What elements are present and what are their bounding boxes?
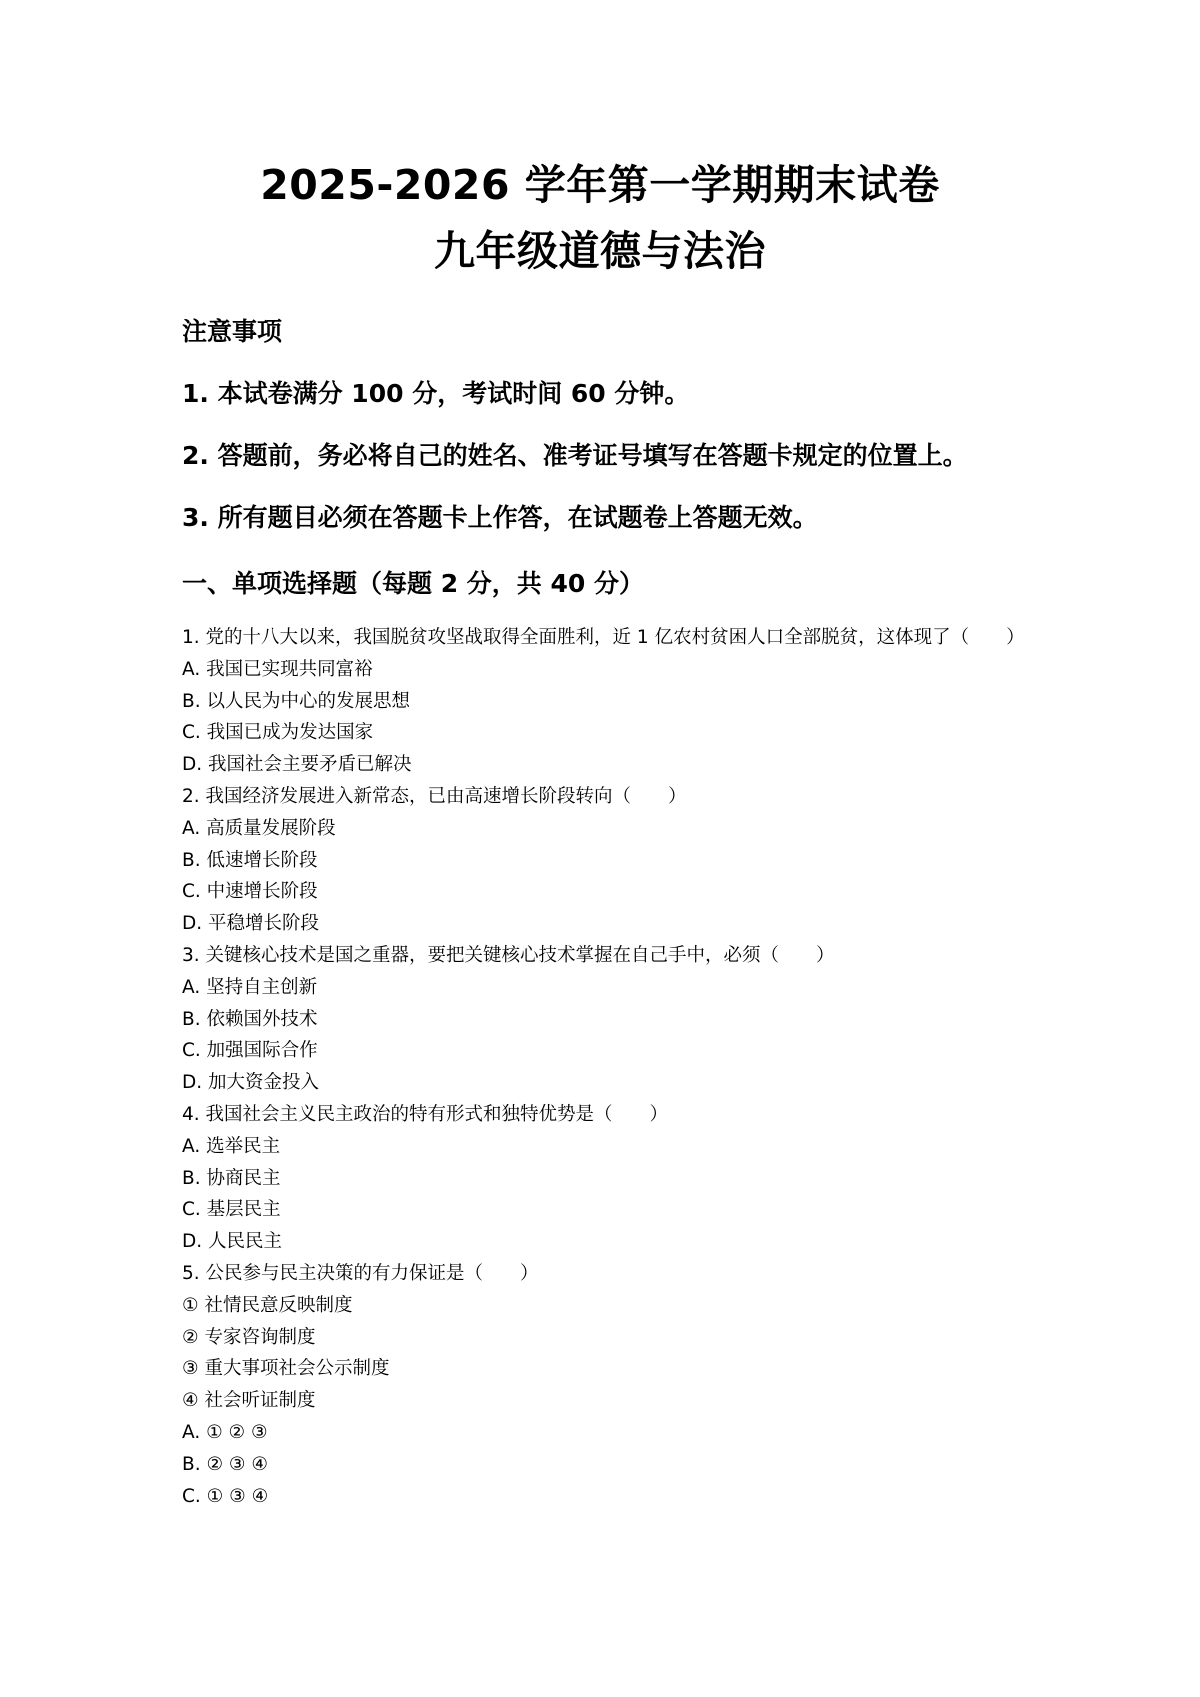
- question-1: [182, 622, 1042, 781]
- notes-section: [182, 316, 1082, 564]
- question-option: B. 协商民主: [182, 1167, 281, 1189]
- question-option: B. 依赖国外技术: [182, 1008, 318, 1030]
- notes-heading: 注意事项: [182, 317, 283, 346]
- question-3: [182, 940, 1042, 1099]
- question-list: [182, 622, 1042, 1512]
- question-stem: 4. 我国社会主义民主政治的特有形式和独特优势是（ ）: [182, 1103, 669, 1125]
- question-2: [182, 781, 1042, 940]
- question-option: A. 坚持自主创新: [182, 976, 318, 998]
- question-option: C. ① ③ ④: [182, 1485, 269, 1507]
- question-option: D. 人民民主: [182, 1231, 283, 1253]
- exam-title-line-2: 九年级道德与法治: [434, 227, 766, 275]
- question-option: ④ 社会听证制度: [182, 1390, 316, 1412]
- exam-title: [0, 152, 1200, 284]
- question-option: C. 加强国际合作: [182, 1040, 318, 1062]
- section-heading: 一、单项选择题（每题 2 分，共 40 分）: [182, 569, 645, 598]
- question-option: D. 加大资金投入: [182, 1072, 320, 1094]
- question-stem: 5. 公民参与民主决策的有力保证是（ ）: [182, 1262, 539, 1284]
- question-option: C. 我国已成为发达国家: [182, 722, 374, 744]
- question-option: B. 低速增长阶段: [182, 849, 318, 871]
- question-stem: 2. 我国经济发展进入新常态，已由高速增长阶段转向（ ）: [182, 785, 687, 807]
- question-option: ② 专家咨询制度: [182, 1326, 316, 1348]
- question-option: ① 社情民意反映制度: [182, 1294, 353, 1316]
- question-option: A. 高质量发展阶段: [182, 817, 336, 839]
- note-item: 1. 本试卷满分 100 分，考试时间 60 分钟。: [182, 379, 690, 408]
- note-item: 3. 所有题目必须在答题卡上作答，在试题卷上答题无效。: [182, 503, 818, 532]
- question-option: C. 中速增长阶段: [182, 881, 318, 903]
- note-item: 2. 答题前，务必将自己的姓名、准考证号填写在答题卡规定的位置上。: [182, 441, 968, 470]
- question-option: B. 以人民为中心的发展思想: [182, 690, 410, 712]
- question-option: D. 我国社会主要矛盾已解决: [182, 754, 412, 776]
- question-5: [182, 1258, 1042, 1512]
- question-4: [182, 1099, 1042, 1258]
- question-option: A. 我国已实现共同富裕: [182, 658, 373, 680]
- question-stem: 3. 关键核心技术是国之重器，要把关键核心技术掌握在自己手中，必须（ ）: [182, 944, 835, 966]
- question-stem: 1. 党的十八大以来，我国脱贫攻坚战取得全面胜利，近 1 亿农村贫困人口全部脱贫，这体现了（ ）: [182, 627, 1025, 648]
- exam-title-line-1: 2025-2026 学年第一学期期末试卷: [260, 161, 940, 209]
- question-option: A. 选举民主: [182, 1135, 281, 1157]
- question-option: A. ① ② ③: [182, 1421, 268, 1443]
- question-option: C. 基层民主: [182, 1199, 281, 1221]
- question-option: D. 平稳增长阶段: [182, 913, 320, 935]
- question-option: B. ② ③ ④: [182, 1453, 268, 1475]
- question-option: ③ 重大事项社会公示制度: [182, 1358, 390, 1380]
